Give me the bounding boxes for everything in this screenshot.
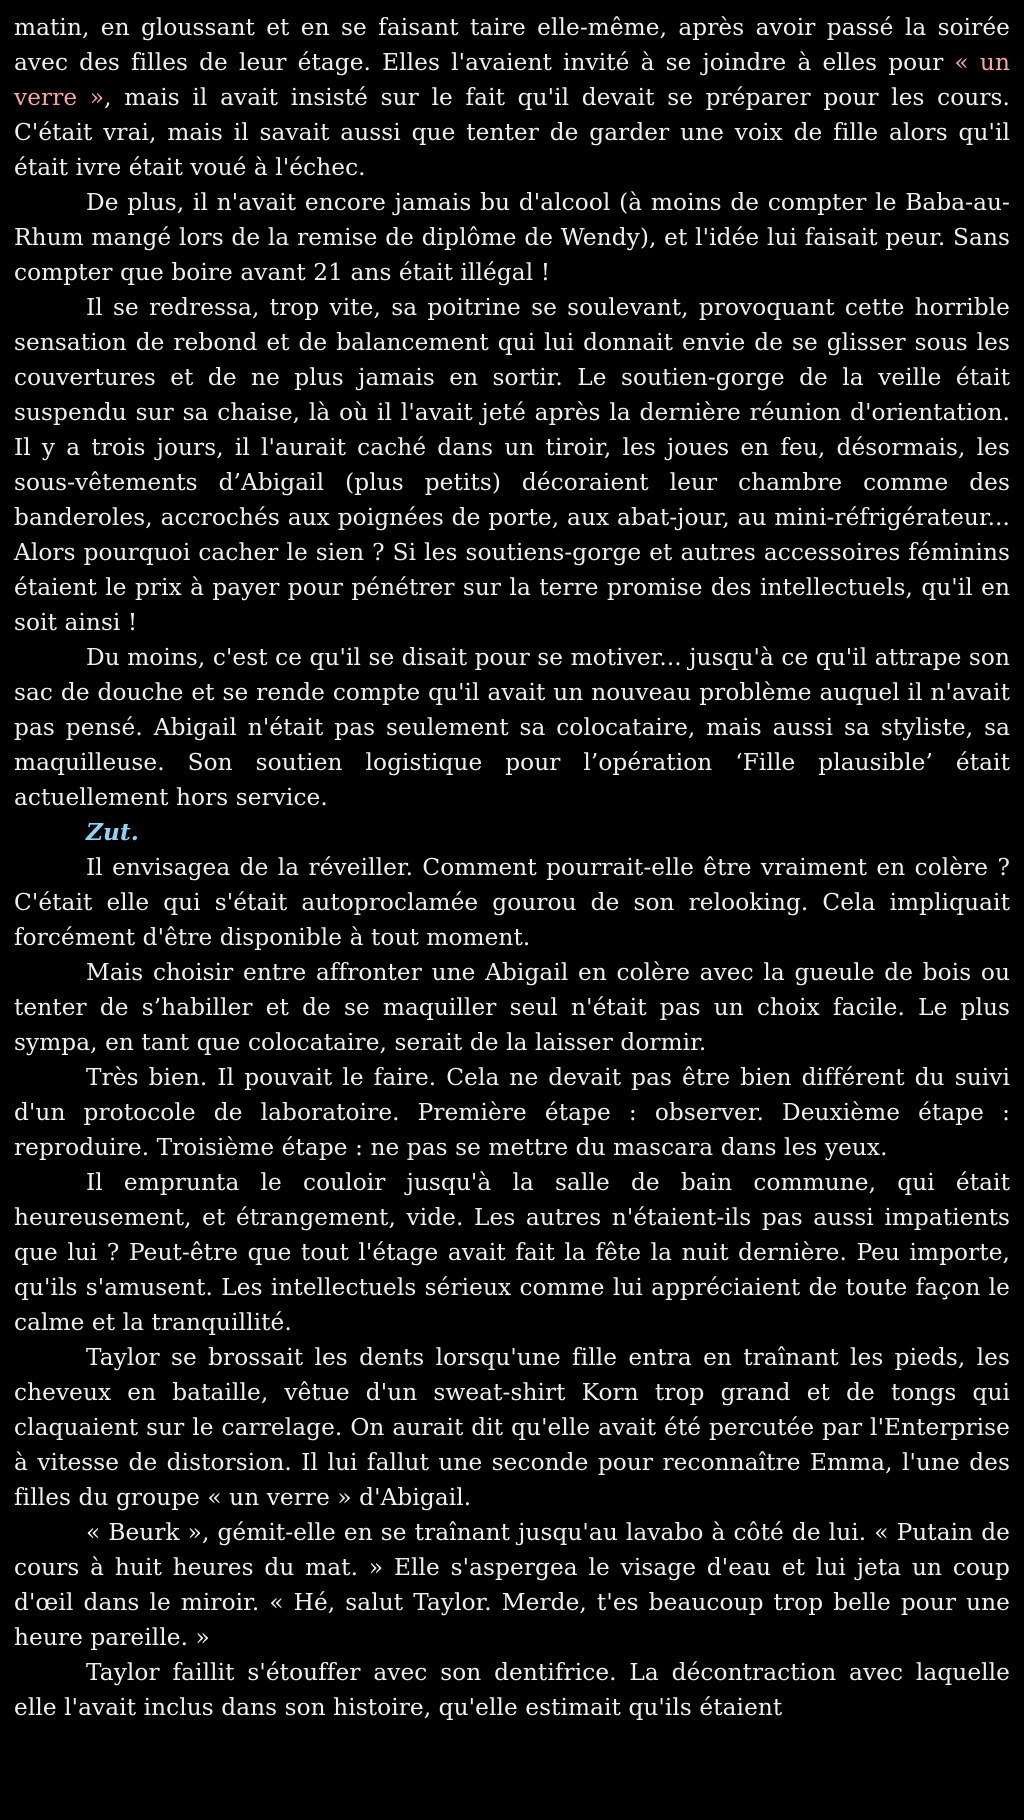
paragraph-1-text-after: , mais il avait insisté sur le fait qu'il devait se préparer pour les cours. C'était vrai, mais il savait aussi que tenter de garder une voix de fille alors qu'il était ivre était voué à l'échec. bbox=[14, 84, 1010, 181]
paragraph-11: « Beurk », gémit-elle en se traînant jusqu'au lavabo à côté de lui. « Putain de cours à huit heures du mat. » Elle s'aspergea le visage d'eau et lui jeta un coup d'œil dans le miroir. « Hé, salut Taylor. Merde, t'es beaucoup trop belle pour une heure pareille. » bbox=[14, 1519, 1010, 1651]
paragraph-2: De plus, il n'avait encore jamais bu d'alcool (à moins de compter le Baba-au-Rhum mangé lors de la remise de diplôme de Wendy), et l'idée lui faisait peur. Sans compter que boire avant 21 ans était illégal ! bbox=[14, 189, 1010, 286]
paragraph-3: Il se redressa, trop vite, sa poitrine se soulevant, provoquant cette horrible sensation de rebond et de balancement qui lui donnait envie de se glisser sous les couvertures et de ne plus jamais en sortir. Le soutien-gorge de la veille était suspendu sur sa chaise, là où il l'avait jeté après la dernière réunion d'orientation. Il y a trois jours, il l'aurait caché dans un tiroir, les joues en feu, désormais, les sous-vêtements d’Abigail (plus petits) décoraient leur chambre comme des banderoles, accrochés aux poignées de porte, aux abat-jour, au mini-réfrigérateur... Alors pourquoi cacher le sien ? Si les soutiens-gorge et autres accessoires féminins étaient le prix à payer pour pénétrer sur la terre promise des intellectuels, qu'il en soit ainsi ! bbox=[14, 294, 1010, 636]
paragraph-8: Très bien. Il pouvait le faire. Cela ne devait pas être bien différent du suivi d'un protocole de laboratoire. Première étape : observer. Deuxième étape : reproduire. Troisième étape : ne pas se mettre du mascara dans les yeux. bbox=[14, 1064, 1010, 1161]
paragraph-7: Mais choisir entre affronter une Abigail en colère avec la gueule de bois ou tenter de s’habiller et de se maquiller seul n'était pas un choix facile. Le plus sympa, en tant que colocataire, serait de la laisser dormir. bbox=[14, 959, 1010, 1056]
paragraph-6: Il envisagea de la réveiller. Comment pourrait-elle être vraiment en colère ? C'était elle qui s'était autoproclamée gourou de son relooking. Cela impliquait forcément d'être disponible à tout moment. bbox=[14, 854, 1010, 951]
paragraph-4: Du moins, c'est ce qu'il se disait pour se motiver... jusqu'à ce qu'il attrape son sac de douche et se rende compte qu'il avait un nouveau problème auquel il n'avait pas pensé. Abigail n'était pas seulement sa colocataire, mais aussi sa styliste, sa maquilleuse. Son soutien logistique pour l’opération ‘Fille plausible’ était actuellement hors service. bbox=[14, 644, 1010, 811]
paragraph-1-text-before: matin, en gloussant et en se faisant taire elle-même, après avoir passé la soirée avec des filles de leur étage. Elles l'avaient invité à se joindre à elles pour bbox=[14, 14, 1010, 76]
paragraph-10: Taylor se brossait les dents lorsqu'une fille entra en traînant les pieds, les cheveux en bataille, vêtue d'un sweat-shirt Korn trop grand et de tongs qui claquaient sur le carrelage. On aurait dit qu'elle avait été percutée par l'Enterprise à vitesse de distorsion. Il lui fallut une seconde pour reconnaître Emma, l'une des filles du groupe « un verre » d'Abigail. bbox=[14, 1344, 1010, 1511]
paragraph-9: Il emprunta le couloir jusqu'à la salle de bain commune, qui était heureusement, et étrangement, vide. Les autres n'étaient-ils pas aussi impatients que lui ? Peut-être que tout l'étage avait fait la fête la nuit dernière. Peu importe, qu'ils s'amusent. Les intellectuels sérieux comme lui appréciaient de toute façon le calme et la tranquillité. bbox=[14, 1169, 1010, 1336]
italic-exclamation: Zut. bbox=[86, 819, 139, 846]
paragraph-12: Taylor faillit s'étouffer avec son dentifrice. La décontraction avec laquelle elle l'avait inclus dans son histoire, qu'elle estimait qu'ils étaient bbox=[14, 1659, 1010, 1721]
document-page bbox=[14, 10, 1010, 1725]
paragraph-5 bbox=[14, 815, 1010, 850]
highlighted-phrase: « un verre » bbox=[14, 49, 1010, 111]
paragraph-1 bbox=[14, 10, 1010, 185]
